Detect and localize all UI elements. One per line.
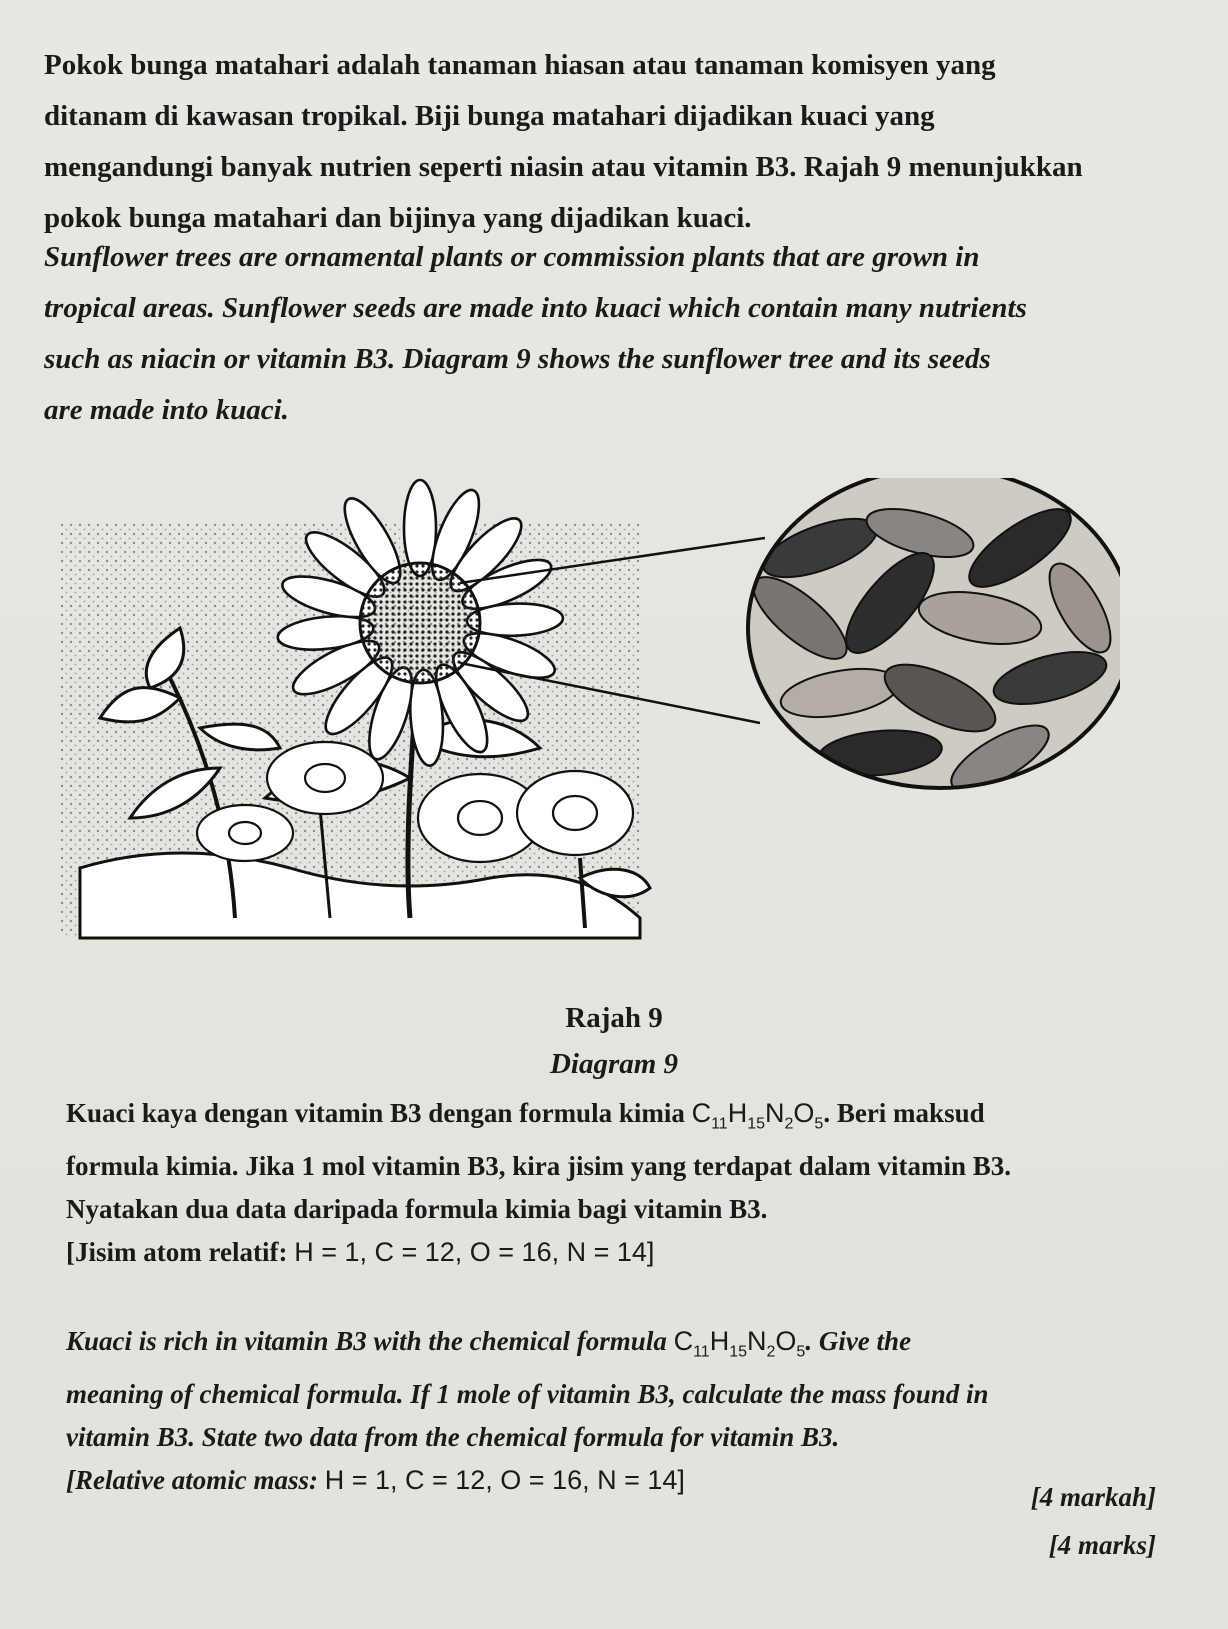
question-text: vitamin B3. State two data from the chemical formula for vitamin B3. [66,1422,840,1453]
figure-caption-malay: Rajah 9 [565,1002,663,1034]
intro-paragraph-malay [44,40,1194,244]
text-line: Pokok bunga matahari adalah tanaman hiasan atau tanaman komisyen yang [44,49,996,81]
text-line: ditanam di kawasan tropikal. Biji bunga matahari dijadikan kuaci yang [44,100,935,132]
question-text: Kuaci is rich in vitamin B3 with the chemical formula [66,1326,667,1356]
relative-atomic-mass-values: H = 1, C = 12, O = 16, N = 14] [324,1465,685,1496]
relative-atomic-mass-values: H = 1, C = 12, O = 16, N = 14] [294,1237,655,1268]
question-text: . Beri maksud [823,1098,985,1128]
question-text: Nyatakan dua data daripada formula kimia bagi vitamin B3. [66,1194,768,1225]
small-sunflower [197,805,293,861]
small-sunflower [267,742,383,814]
text-line: Sunflower trees are ornamental plants or commission plants that are grown in [44,241,980,273]
relative-atomic-mass-label: [Relative atomic mass: [66,1465,318,1496]
question-text: meaning of chemical formula. If 1 mole of vitamin B3, calculate the mass found in [66,1379,989,1410]
text-line: mengandungi banyak nutrien seperti niasin atau vitamin B3. Rajah 9 menunjukkan [44,151,1083,183]
marks-malay: [4 markah] [1030,1482,1156,1512]
intro-paragraph-english [44,232,1194,436]
text-line: are made into kuaci. [44,394,289,426]
question-text: . Give the [805,1326,912,1356]
figure-caption-english: Diagram 9 [549,1048,679,1080]
seeds-zoom-circle [741,478,1120,803]
marks-english: [4 marks] [1048,1530,1156,1560]
question-english [66,1320,1186,1502]
chemical-formula: $C_{11}H_{15}N_2O_5$ [673,1326,806,1361]
relative-atomic-mass-label: [Jisim atom relatif: [66,1237,288,1268]
question-malay [66,1092,1186,1274]
sunflower-diagram [60,478,1120,978]
question-text: formula kimia. Jika 1 mol vitamin B3, kira jisim yang terdapat dalam vitamin B3. [66,1151,1012,1182]
question-text: Kuaci kaya dengan vitamin B3 dengan formula kimia [66,1098,685,1128]
text-line: tropical areas. Sunflower seeds are made into kuaci which contain many nutrients [44,292,1027,324]
text-line: such as niacin or vitamin B3. Diagram 9 shows the sunflower tree and its seeds [44,343,991,375]
small-sunflower [517,771,633,855]
text-line: pokok bunga matahari dan bijinya yang dijadikan kuaci. [44,202,752,234]
chemical-formula: $C_{11}H_{15}N_2O_5$ [691,1098,824,1133]
